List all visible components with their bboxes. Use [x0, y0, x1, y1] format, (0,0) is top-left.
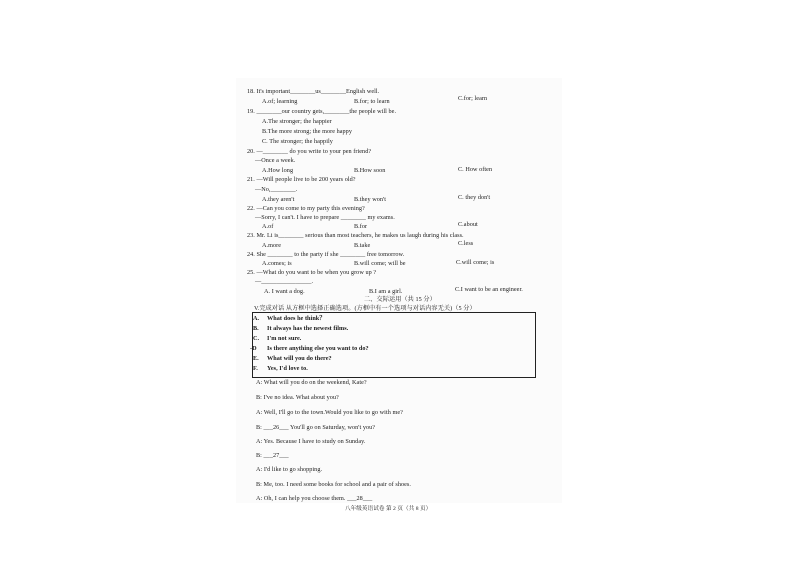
question-23-option-c: C.less: [458, 240, 474, 247]
question-18-option-a: A.of; learning: [262, 98, 298, 105]
question-25-option-a: A. I want a dog.: [264, 288, 305, 295]
option-b-text: It always has the newest films.: [267, 325, 349, 332]
question-19-option-b: B.The more strong; the more happy: [262, 128, 352, 135]
question-19-stem: 19. ________our country gets,________the people will be.: [247, 108, 397, 115]
option-c-letter: C.: [253, 335, 260, 342]
question-24-stem: 24. She ________ to the party if she ________ free tomorrow.: [247, 251, 405, 258]
question-24-option-a: A.comes; is: [262, 260, 292, 267]
page-footer: 八年级英语试卷 第 2 页（共 8 页）: [345, 506, 432, 512]
option-e-letter: E.: [253, 355, 259, 362]
question-19-option-a: A.The stronger; the happier: [262, 118, 332, 125]
question-21-option-a: A.they aren't: [262, 196, 295, 203]
option-b-letter: B.: [253, 325, 259, 332]
dialogue-line-5: A: Yes. Because I have to study on Sunday.: [256, 438, 366, 445]
dialogue-line-8: B: Me, too. I need some books for school and a pair of shoes.: [256, 481, 411, 488]
option-a-text: What does he think？: [267, 315, 326, 322]
question-25-reply: —________________.: [255, 278, 314, 285]
question-20-option-c: C. How often: [458, 166, 493, 173]
question-21-stem: 21. —Will people live to be 200 years old?: [247, 176, 356, 183]
option-d-letter: -D: [250, 345, 257, 352]
question-24-option-b: B.will come; will be: [354, 260, 406, 267]
question-22-option-c: C.about: [458, 221, 478, 228]
option-f-text: Yes, I'd love to.: [267, 365, 308, 372]
dialogue-line-9-blank-28: A: Oh, I can help you choose them. ___28___: [256, 495, 373, 502]
option-c-text: I'm not sure.: [267, 335, 302, 342]
dialogue-line-6-blank-27: B: ___27___: [256, 452, 289, 459]
question-25-stem: 25. —What do you want to be when you grow up ?: [247, 269, 377, 276]
dialogue-line-7: A: I'd like to go shopping.: [256, 466, 323, 473]
question-21-option-c: C. they don't: [458, 194, 491, 201]
question-23-stem: 23. Mr. Li is________ serious than most teachers, he makes us laugh during his class.: [247, 232, 464, 239]
section-title: 二、交际运用（共 15 分）: [364, 296, 436, 303]
question-21-reply: —No,________.: [255, 186, 298, 193]
dialogue-line-1: A: What will you do on the weekend, Kate?: [256, 379, 367, 386]
section-instruction: V.完成对话 从方框中选择正确选项。(方框中有一个选项与对话内容无关)（5 分）: [254, 305, 476, 312]
question-18-option-c: C.for; learn: [458, 95, 488, 102]
question-22-option-b: B.for: [354, 223, 368, 230]
question-21-option-b: B.they won't: [354, 196, 386, 203]
question-22-stem: 22. —Can you come to my party this evening?: [247, 205, 365, 212]
dialogue-line-3: A: Well, I'll go to the town.Would you like to go with me?: [256, 409, 403, 416]
option-e-text: What will you do there?: [267, 355, 332, 362]
question-18-option-b: B.for; to learn: [354, 98, 390, 105]
dialogue-line-2: B: I've no idea. What about you?: [256, 394, 339, 401]
question-20-option-b: B.How soon: [354, 167, 386, 174]
question-20-option-a: A.How long: [262, 167, 294, 174]
question-22-option-a: A.of: [262, 223, 274, 230]
question-25-option-b: B.I am a girl.: [369, 288, 403, 295]
question-20-reply: —Once a week.: [255, 157, 296, 164]
option-f-letter: F.: [253, 365, 258, 372]
question-20-stem: 20. —________ do you write to your pen friend?: [247, 148, 372, 155]
option-a-letter: A.: [253, 315, 260, 322]
question-22-reply: —Sorry, I can't. I have to prepare ________ my exams.: [255, 214, 395, 221]
question-18-stem: 18. It's important________us________English well.: [247, 88, 380, 95]
question-24-option-c: C.will come; is: [456, 259, 495, 266]
question-23-option-b: B.take: [354, 242, 371, 249]
question-19-option-c: C. The stronger; the happily: [262, 138, 333, 145]
question-23-option-a: A.more: [262, 242, 282, 249]
option-d-text: Is there anything else you want to do?: [267, 345, 369, 352]
dialogue-line-4-blank-26: B: ___26___ You'll go on Saturday, won't you?: [256, 424, 376, 431]
question-25-option-c: C.I want to be an engineer.: [455, 286, 523, 293]
